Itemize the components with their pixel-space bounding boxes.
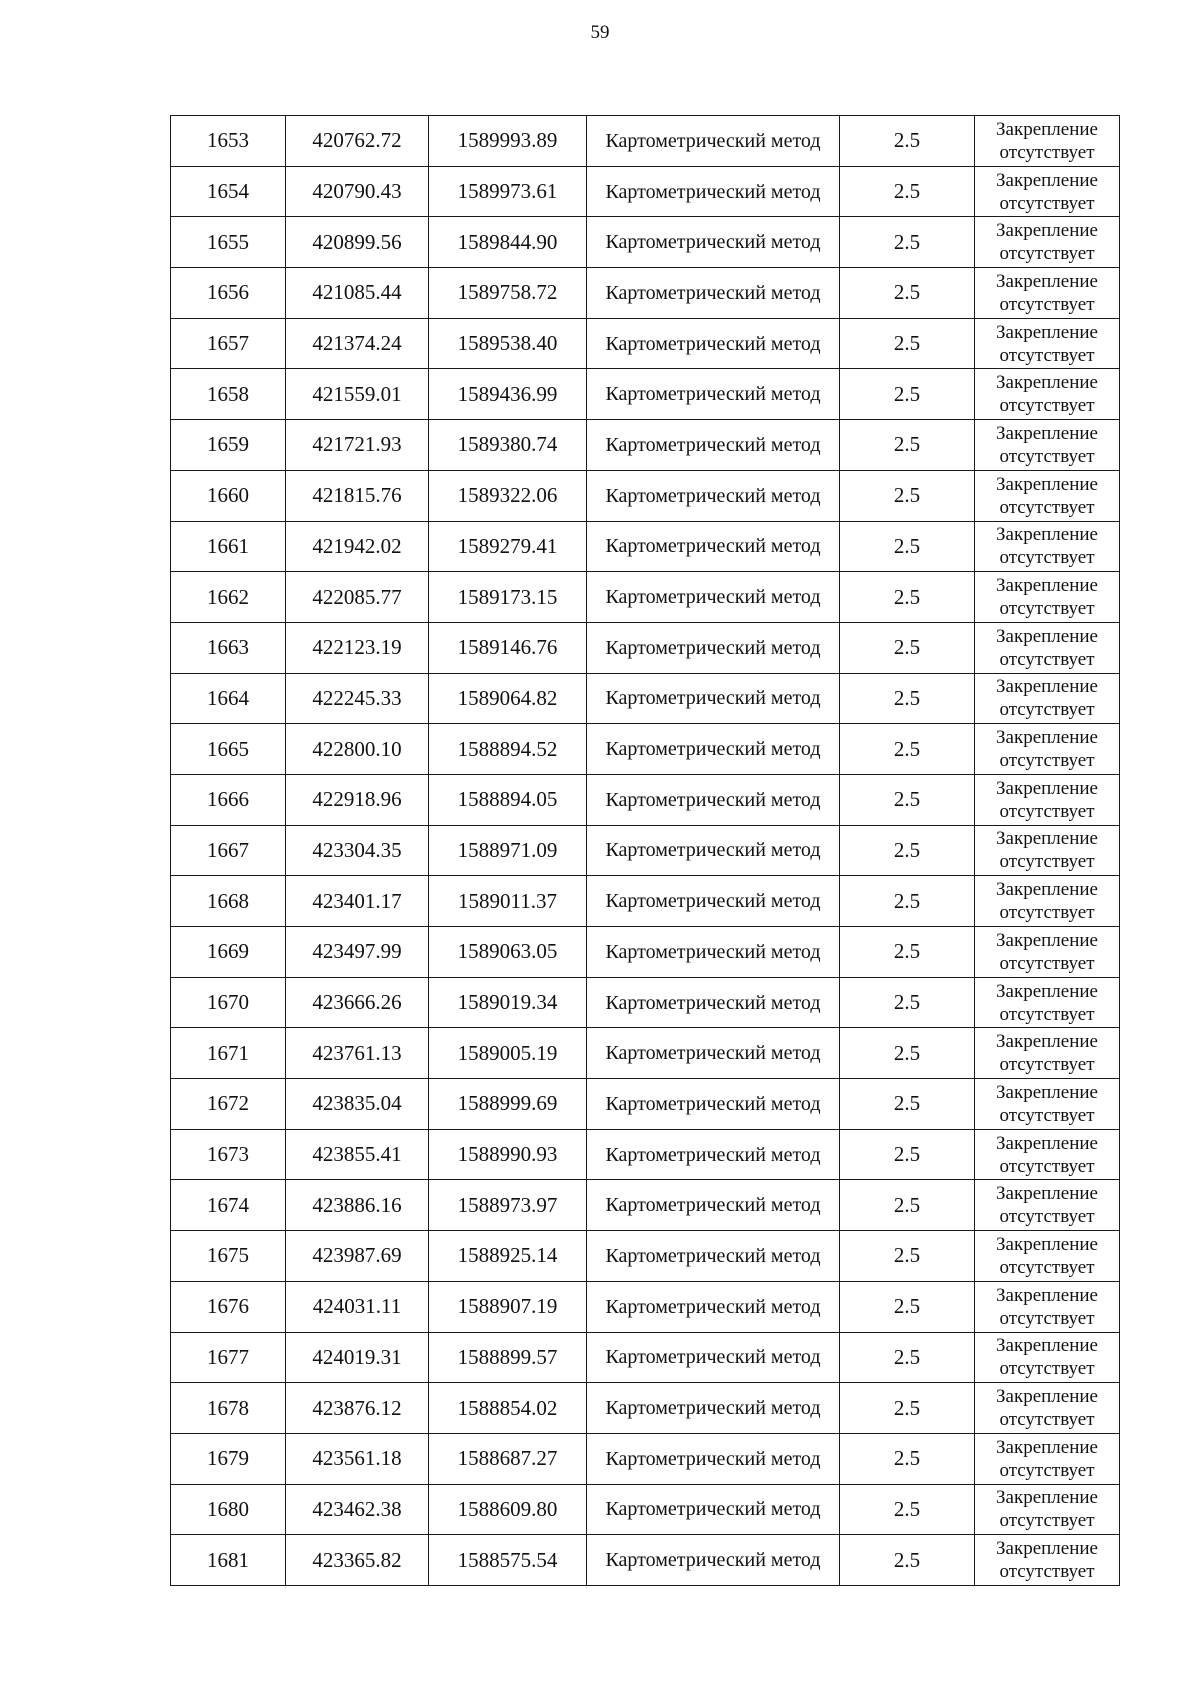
coordinate-x-cell: 423365.82 — [286, 1535, 429, 1586]
fixing-text-line: отсутствует — [999, 1307, 1095, 1329]
fixing-cell — [975, 1484, 1120, 1535]
coordinate-x-cell: 421942.02 — [286, 521, 429, 572]
table-row — [171, 166, 1120, 217]
fixing-text-line: Закрепление — [996, 473, 1098, 495]
fixing-text-line: отсутствует — [999, 496, 1095, 518]
coordinate-x-cell: 423304.35 — [286, 825, 429, 876]
accuracy-cell: 2.5 — [840, 1231, 975, 1282]
point-number-cell: 1666 — [171, 774, 286, 825]
method-cell: Картометрический метод — [587, 318, 840, 369]
fixing-text-line: отсутствует — [999, 952, 1095, 974]
fixing-text-line: Закрепление — [996, 169, 1098, 191]
coordinate-y-cell: 1588999.69 — [429, 1079, 587, 1130]
table-row — [171, 1129, 1120, 1180]
accuracy-cell: 2.5 — [840, 470, 975, 521]
fixing-text-line: отсутствует — [999, 851, 1095, 873]
method-cell: Картометрический метод — [587, 1484, 840, 1535]
fixing-text-line: отсутствует — [999, 902, 1095, 924]
table-row — [171, 622, 1120, 673]
accuracy-cell: 2.5 — [840, 1433, 975, 1484]
table-row — [171, 876, 1120, 927]
coordinate-x-cell: 423561.18 — [286, 1433, 429, 1484]
coordinate-x-cell: 420790.43 — [286, 166, 429, 217]
method-cell: Картометрический метод — [587, 825, 840, 876]
accuracy-cell: 2.5 — [840, 927, 975, 978]
fixing-text-line: отсутствует — [999, 1561, 1095, 1583]
fixing-cell — [975, 470, 1120, 521]
coordinate-y-cell: 1589063.05 — [429, 927, 587, 978]
fixing-cell — [975, 774, 1120, 825]
accuracy-cell: 2.5 — [840, 1484, 975, 1535]
fixing-text-line: отсутствует — [999, 1510, 1095, 1532]
fixing-cell — [975, 977, 1120, 1028]
fixing-text-line: Закрепление — [996, 1538, 1098, 1560]
coordinate-x-cell: 422085.77 — [286, 572, 429, 623]
accuracy-cell: 2.5 — [840, 876, 975, 927]
fixing-text-line: Закрепление — [996, 1233, 1098, 1255]
table-row — [171, 1433, 1120, 1484]
accuracy-cell: 2.5 — [840, 268, 975, 319]
fixing-text-line: Закрепление — [996, 1487, 1098, 1509]
table-row — [171, 1535, 1120, 1586]
coordinate-y-cell: 1588925.14 — [429, 1231, 587, 1282]
fixing-cell — [975, 1433, 1120, 1484]
fixing-text-line: Закрепление — [996, 524, 1098, 546]
coordinate-y-cell: 1589019.34 — [429, 977, 587, 1028]
point-number-cell: 1653 — [171, 116, 286, 167]
accuracy-cell: 2.5 — [840, 1129, 975, 1180]
point-number-cell: 1671 — [171, 1028, 286, 1079]
accuracy-cell: 2.5 — [840, 1180, 975, 1231]
table-row — [171, 673, 1120, 724]
coordinate-y-cell: 1589436.99 — [429, 369, 587, 420]
fixing-text-line: Закрепление — [996, 1031, 1098, 1053]
coordinate-x-cell: 423401.17 — [286, 876, 429, 927]
fixing-text-line: Закрепление — [996, 372, 1098, 394]
coordinate-y-cell: 1588973.97 — [429, 1180, 587, 1231]
method-cell: Картометрический метод — [587, 1433, 840, 1484]
table-row — [171, 420, 1120, 471]
coordinate-x-cell: 423987.69 — [286, 1231, 429, 1282]
point-number-cell: 1657 — [171, 318, 286, 369]
point-number-cell: 1677 — [171, 1332, 286, 1383]
fixing-cell — [975, 927, 1120, 978]
point-number-cell: 1668 — [171, 876, 286, 927]
fixing-text-line: отсутствует — [999, 1104, 1095, 1126]
coordinate-y-cell: 1589844.90 — [429, 217, 587, 268]
point-number-cell: 1658 — [171, 369, 286, 420]
method-cell: Картометрический метод — [587, 977, 840, 1028]
coordinate-x-cell: 423855.41 — [286, 1129, 429, 1180]
point-number-cell: 1679 — [171, 1433, 286, 1484]
fixing-cell — [975, 1383, 1120, 1434]
coordinate-y-cell: 1588575.54 — [429, 1535, 587, 1586]
accuracy-cell: 2.5 — [840, 318, 975, 369]
method-cell: Картометрический метод — [587, 521, 840, 572]
table-row — [171, 1383, 1120, 1434]
accuracy-cell: 2.5 — [840, 1383, 975, 1434]
point-number-cell: 1673 — [171, 1129, 286, 1180]
coordinate-y-cell: 1588609.80 — [429, 1484, 587, 1535]
accuracy-cell: 2.5 — [840, 1028, 975, 1079]
method-cell: Картометрический метод — [587, 673, 840, 724]
fixing-cell — [975, 1079, 1120, 1130]
method-cell: Картометрический метод — [587, 1028, 840, 1079]
fixing-text-line: Закрепление — [996, 422, 1098, 444]
fixing-text-line: Закрепление — [996, 1081, 1098, 1103]
table-row — [171, 1180, 1120, 1231]
coordinate-x-cell: 423876.12 — [286, 1383, 429, 1434]
fixing-text-line: Закрепление — [996, 929, 1098, 951]
coordinate-y-cell: 1588899.57 — [429, 1332, 587, 1383]
fixing-text-line: Закрепление — [996, 1183, 1098, 1205]
method-cell: Картометрический метод — [587, 369, 840, 420]
fixing-text-line: отсутствует — [999, 1054, 1095, 1076]
table-row — [171, 572, 1120, 623]
coordinate-y-cell: 1589380.74 — [429, 420, 587, 471]
fixing-text-line: отсутствует — [999, 1358, 1095, 1380]
fixing-text-line: отсутствует — [999, 1459, 1095, 1481]
coordinate-y-cell: 1589005.19 — [429, 1028, 587, 1079]
point-number-cell: 1663 — [171, 622, 286, 673]
table-row — [171, 369, 1120, 420]
fixing-text-line: Закрепление — [996, 220, 1098, 242]
fixing-cell — [975, 724, 1120, 775]
fixing-text-line: отсутствует — [999, 243, 1095, 265]
method-cell: Картометрический метод — [587, 927, 840, 978]
method-cell: Картометрический метод — [587, 622, 840, 673]
coordinate-y-cell: 1589173.15 — [429, 572, 587, 623]
accuracy-cell: 2.5 — [840, 521, 975, 572]
accuracy-cell: 2.5 — [840, 1281, 975, 1332]
point-number-cell: 1656 — [171, 268, 286, 319]
accuracy-cell: 2.5 — [840, 673, 975, 724]
accuracy-cell: 2.5 — [840, 622, 975, 673]
accuracy-cell: 2.5 — [840, 420, 975, 471]
fixing-text-line: отсутствует — [999, 1003, 1095, 1025]
accuracy-cell: 2.5 — [840, 369, 975, 420]
coordinate-y-cell: 1589064.82 — [429, 673, 587, 724]
fixing-cell — [975, 1180, 1120, 1231]
point-number-cell: 1654 — [171, 166, 286, 217]
fixing-cell — [975, 1028, 1120, 1079]
coordinate-y-cell: 1588854.02 — [429, 1383, 587, 1434]
point-number-cell: 1661 — [171, 521, 286, 572]
coordinate-x-cell: 422918.96 — [286, 774, 429, 825]
table-row — [171, 470, 1120, 521]
fixing-cell — [975, 268, 1120, 319]
fixing-text-line: отсутствует — [999, 699, 1095, 721]
fixing-text-line: отсутствует — [999, 141, 1095, 163]
accuracy-cell: 2.5 — [840, 1535, 975, 1586]
table-row — [171, 1231, 1120, 1282]
fixing-cell — [975, 318, 1120, 369]
point-number-cell: 1667 — [171, 825, 286, 876]
method-cell: Картометрический метод — [587, 1180, 840, 1231]
fixing-cell — [975, 825, 1120, 876]
coordinate-x-cell: 421559.01 — [286, 369, 429, 420]
fixing-cell — [975, 521, 1120, 572]
method-cell: Картометрический метод — [587, 470, 840, 521]
fixing-text-line: отсутствует — [999, 1256, 1095, 1278]
table-row — [171, 1028, 1120, 1079]
table-row — [171, 116, 1120, 167]
coordinate-y-cell: 1588894.52 — [429, 724, 587, 775]
point-number-cell: 1662 — [171, 572, 286, 623]
table-row — [171, 1332, 1120, 1383]
coordinate-x-cell: 420899.56 — [286, 217, 429, 268]
point-number-cell: 1672 — [171, 1079, 286, 1130]
fixing-text-line: отсутствует — [999, 192, 1095, 214]
fixing-text-line: Закрепление — [996, 270, 1098, 292]
point-number-cell: 1678 — [171, 1383, 286, 1434]
accuracy-cell: 2.5 — [840, 116, 975, 167]
fixing-text-line: отсутствует — [999, 750, 1095, 772]
table-row — [171, 1484, 1120, 1535]
method-cell: Картометрический метод — [587, 166, 840, 217]
coordinate-y-cell: 1589973.61 — [429, 166, 587, 217]
fixing-text-line: Закрепление — [996, 727, 1098, 749]
point-number-cell: 1660 — [171, 470, 286, 521]
coordinate-y-cell: 1588687.27 — [429, 1433, 587, 1484]
fixing-text-line: отсутствует — [999, 344, 1095, 366]
fixing-text-line: Закрепление — [996, 1284, 1098, 1306]
coordinate-y-cell: 1589758.72 — [429, 268, 587, 319]
fixing-cell — [975, 420, 1120, 471]
coordinate-x-cell: 423462.38 — [286, 1484, 429, 1535]
fixing-text-line: Закрепление — [996, 980, 1098, 1002]
method-cell: Картометрический метод — [587, 876, 840, 927]
accuracy-cell: 2.5 — [840, 166, 975, 217]
fixing-cell — [975, 1231, 1120, 1282]
coordinate-x-cell: 421085.44 — [286, 268, 429, 319]
coordinate-x-cell: 422123.19 — [286, 622, 429, 673]
fixing-cell — [975, 217, 1120, 268]
point-number-cell: 1655 — [171, 217, 286, 268]
method-cell: Картометрический метод — [587, 1535, 840, 1586]
method-cell: Картометрический метод — [587, 572, 840, 623]
accuracy-cell: 2.5 — [840, 977, 975, 1028]
coordinate-x-cell: 421374.24 — [286, 318, 429, 369]
fixing-cell — [975, 572, 1120, 623]
method-cell: Картометрический метод — [587, 1281, 840, 1332]
coordinate-x-cell: 423761.13 — [286, 1028, 429, 1079]
accuracy-cell: 2.5 — [840, 724, 975, 775]
point-number-cell: 1665 — [171, 724, 286, 775]
fixing-cell — [975, 1129, 1120, 1180]
fixing-text-line: отсутствует — [999, 1155, 1095, 1177]
method-cell: Картометрический метод — [587, 116, 840, 167]
coordinate-y-cell: 1589011.37 — [429, 876, 587, 927]
method-cell: Картометрический метод — [587, 774, 840, 825]
coordinate-x-cell: 424019.31 — [286, 1332, 429, 1383]
coordinate-x-cell: 422800.10 — [286, 724, 429, 775]
fixing-text-line: Закрепление — [996, 575, 1098, 597]
accuracy-cell: 2.5 — [840, 217, 975, 268]
method-cell: Картометрический метод — [587, 217, 840, 268]
coordinate-x-cell: 422245.33 — [286, 673, 429, 724]
accuracy-cell: 2.5 — [840, 825, 975, 876]
coordinate-x-cell: 423886.16 — [286, 1180, 429, 1231]
method-cell: Картометрический метод — [587, 724, 840, 775]
coordinate-x-cell: 423835.04 — [286, 1079, 429, 1130]
fixing-cell — [975, 1281, 1120, 1332]
fixing-text-line: отсутствует — [999, 1206, 1095, 1228]
fixing-cell — [975, 1332, 1120, 1383]
table-row — [171, 825, 1120, 876]
table-row — [171, 1281, 1120, 1332]
table-row — [171, 724, 1120, 775]
point-number-cell: 1680 — [171, 1484, 286, 1535]
table-row — [171, 318, 1120, 369]
page-number: 59 — [590, 22, 610, 43]
coordinate-y-cell: 1589538.40 — [429, 318, 587, 369]
coordinate-y-cell: 1588990.93 — [429, 1129, 587, 1180]
method-cell: Картометрический метод — [587, 420, 840, 471]
table-row — [171, 217, 1120, 268]
accuracy-cell: 2.5 — [840, 572, 975, 623]
table-row — [171, 774, 1120, 825]
accuracy-cell: 2.5 — [840, 774, 975, 825]
fixing-text-line: отсутствует — [999, 1409, 1095, 1431]
fixing-text-line: отсутствует — [999, 395, 1095, 417]
table-row — [171, 1079, 1120, 1130]
coordinate-y-cell: 1589279.41 — [429, 521, 587, 572]
fixing-text-line: отсутствует — [999, 598, 1095, 620]
coordinate-y-cell: 1589322.06 — [429, 470, 587, 521]
fixing-text-line: Закрепление — [996, 676, 1098, 698]
table-row — [171, 977, 1120, 1028]
table-row — [171, 521, 1120, 572]
method-cell: Картометрический метод — [587, 1129, 840, 1180]
point-number-cell: 1681 — [171, 1535, 286, 1586]
point-number-cell: 1664 — [171, 673, 286, 724]
coordinate-y-cell: 1588971.09 — [429, 825, 587, 876]
table-row — [171, 927, 1120, 978]
method-cell: Картометрический метод — [587, 1231, 840, 1282]
point-number-cell: 1676 — [171, 1281, 286, 1332]
fixing-text-line: отсутствует — [999, 547, 1095, 569]
coordinate-x-cell: 423666.26 — [286, 977, 429, 1028]
accuracy-cell: 2.5 — [840, 1079, 975, 1130]
point-number-cell: 1675 — [171, 1231, 286, 1282]
fixing-cell — [975, 166, 1120, 217]
method-cell: Картометрический метод — [587, 1383, 840, 1434]
fixing-text-line: отсутствует — [999, 800, 1095, 822]
fixing-text-line: Закрепление — [996, 118, 1098, 140]
fixing-text-line: отсутствует — [999, 293, 1095, 315]
coordinate-y-cell: 1588894.05 — [429, 774, 587, 825]
fixing-cell — [975, 622, 1120, 673]
fixing-text-line: отсутствует — [999, 648, 1095, 670]
fixing-text-line: Закрепление — [996, 1132, 1098, 1154]
fixing-cell — [975, 116, 1120, 167]
coordinate-x-cell: 421815.76 — [286, 470, 429, 521]
method-cell: Картометрический метод — [587, 1332, 840, 1383]
fixing-cell — [975, 1535, 1120, 1586]
fixing-text-line: Закрепление — [996, 879, 1098, 901]
coordinates-table — [170, 115, 1120, 1586]
fixing-text-line: Закрепление — [996, 1335, 1098, 1357]
coordinate-y-cell: 1589146.76 — [429, 622, 587, 673]
coordinate-x-cell: 424031.11 — [286, 1281, 429, 1332]
point-number-cell: 1669 — [171, 927, 286, 978]
point-number-cell: 1670 — [171, 977, 286, 1028]
fixing-text-line: Закрепление — [996, 777, 1098, 799]
table-body — [171, 116, 1120, 1586]
fixing-text-line: Закрепление — [996, 321, 1098, 343]
coordinate-y-cell: 1588907.19 — [429, 1281, 587, 1332]
table-row — [171, 268, 1120, 319]
accuracy-cell: 2.5 — [840, 1332, 975, 1383]
method-cell: Картометрический метод — [587, 268, 840, 319]
point-number-cell: 1674 — [171, 1180, 286, 1231]
fixing-text-line: Закрепление — [996, 1386, 1098, 1408]
coordinate-x-cell: 420762.72 — [286, 116, 429, 167]
fixing-text-line: Закрепление — [996, 625, 1098, 647]
coordinate-x-cell: 423497.99 — [286, 927, 429, 978]
fixing-cell — [975, 876, 1120, 927]
point-number-cell: 1659 — [171, 420, 286, 471]
coordinate-y-cell: 1589993.89 — [429, 116, 587, 167]
fixing-text-line: отсутствует — [999, 445, 1095, 467]
method-cell: Картометрический метод — [587, 1079, 840, 1130]
fixing-text-line: Закрепление — [996, 828, 1098, 850]
fixing-cell — [975, 673, 1120, 724]
fixing-cell — [975, 369, 1120, 420]
fixing-text-line: Закрепление — [996, 1436, 1098, 1458]
coordinate-x-cell: 421721.93 — [286, 420, 429, 471]
